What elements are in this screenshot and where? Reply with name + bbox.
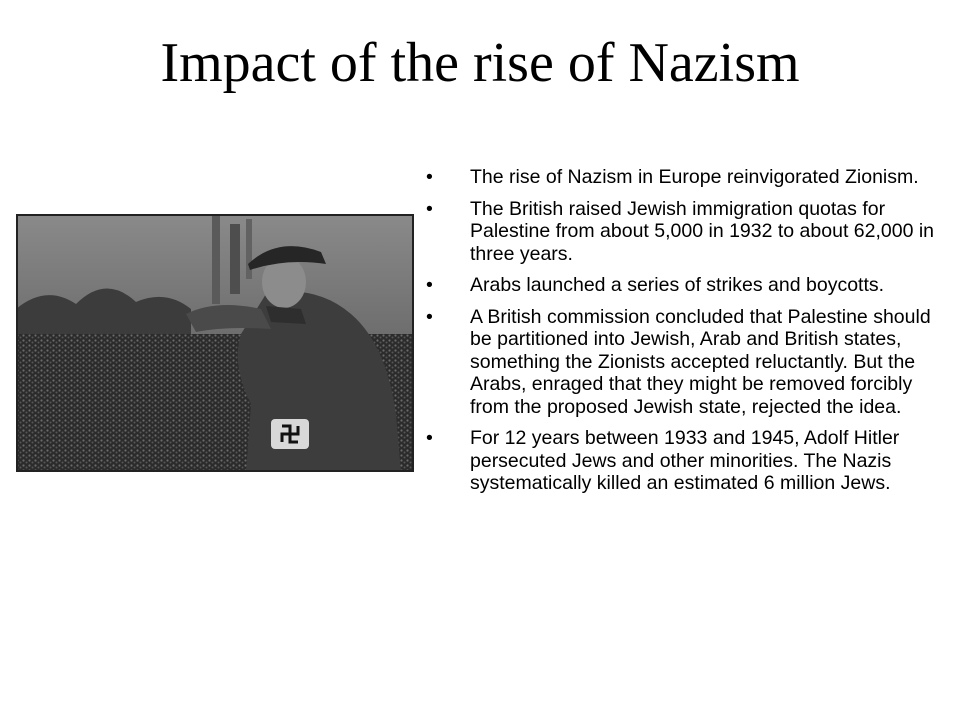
bullet-list bbox=[426, 166, 954, 504]
bullet-item bbox=[426, 274, 954, 297]
bullet-text: For 12 years between 1933 and 1945, Adolf Hitler persecuted Jews and other minorities. The Nazis systematically killed an estimated 6 million Jews. bbox=[470, 427, 900, 494]
bullet-item bbox=[426, 166, 954, 189]
bullet-text: The rise of Nazism in Europe reinvigorated Zionism. bbox=[470, 166, 919, 188]
bullet-text: The British raised Jewish immigration quotas for Palestine from about 5,000 in 1932 to about 62,000 in three years. bbox=[470, 197, 935, 265]
bullet-item bbox=[426, 305, 954, 419]
bullet-text: A British commission concluded that Palestine should be partitioned into Jewish, Arab and British states, something the Zionists accepted reluctantly. But the Arabs, enraged that they might be removed forcibly from the proposed Jewish state, rejected the idea. bbox=[470, 305, 931, 418]
slide-title: Impact of the rise of Nazism bbox=[160, 32, 800, 94]
photo-graphic bbox=[16, 214, 414, 472]
bullet-glyph: • bbox=[426, 197, 433, 220]
bullet-glyph: • bbox=[426, 427, 433, 449]
bullet-text: Arabs launched a series of strikes and boycotts. bbox=[470, 274, 885, 296]
bullet-glyph: • bbox=[426, 274, 433, 296]
historical-photo bbox=[16, 214, 414, 472]
bullet-item bbox=[426, 427, 954, 495]
bullet-item bbox=[426, 197, 954, 266]
bullet-glyph: • bbox=[426, 305, 433, 328]
bullet-glyph: • bbox=[426, 166, 433, 188]
